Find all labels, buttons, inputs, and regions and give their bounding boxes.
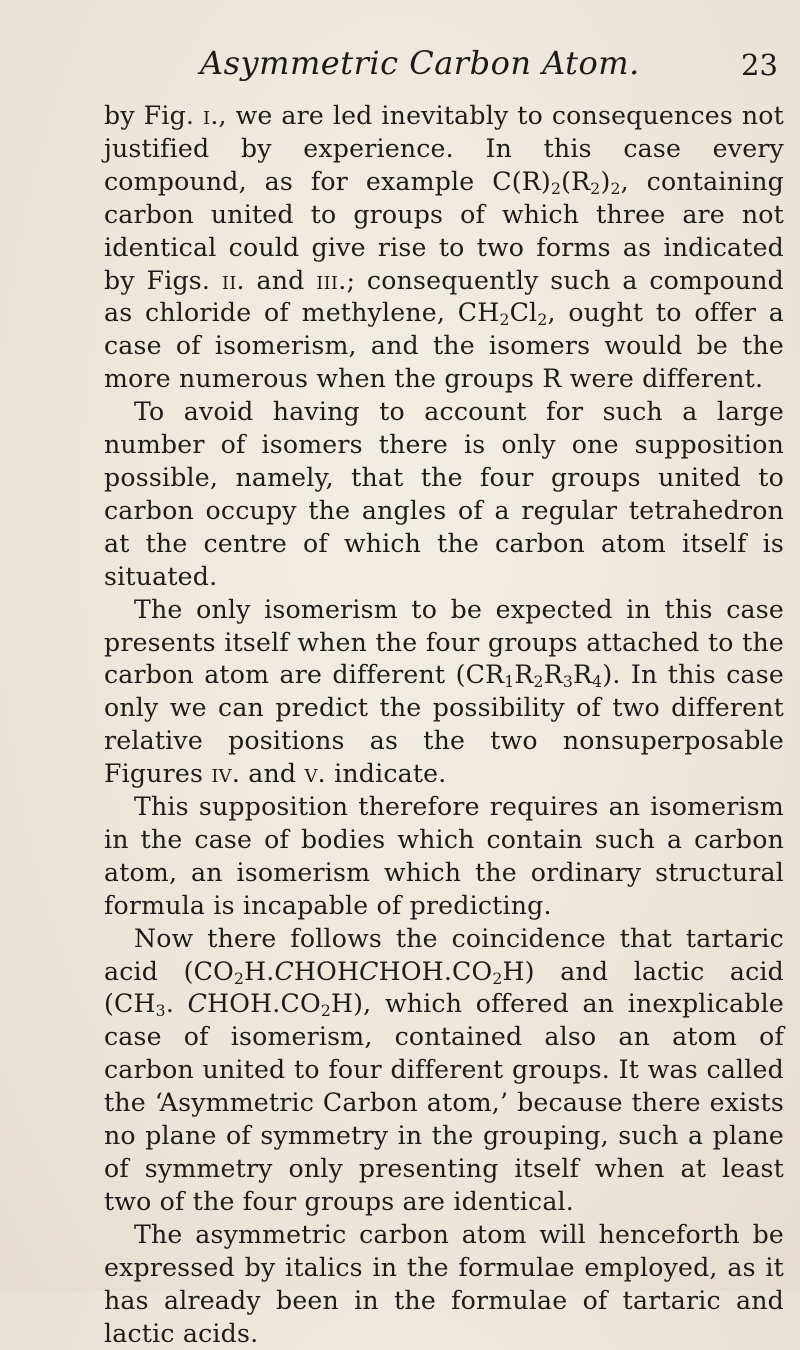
paragraph-3: The only isomerism to be expected in this case presents itself when the four groups attached to the carbon atom are different $(CR_1R_2R_3R_4)$. In this case only we can predict the possibility of two different relative positions as the two nonsuperposable Figures iv. and v. indicate. xyxy=(104,594,784,789)
running-head xyxy=(0,44,800,88)
paragraph-5: Now there follows the coincidence that tartaric acid $(CO_2H.CHOHCHOH.CO_2H)$ and lactic acid ($CH_3$. $CHOH.CO_2H$), which offered an inexplicable case of isomerism, contained also an atom of carbon united to four different groups. It was called the ‘Asymmetric Carbon atom,’ because there exists no plane of symmetry in the grouping, such a plane of symmetry only presenting itself when at least two of the four groups are identical. xyxy=(104,923,785,1216)
paragraph-1: by Fig. i., we are led inevitably to consequences not justified by experience. In this case every compound, as for example $C(R)_2(R_2)_2$, containing carbon united to groups of which three are not identical could give rise to two forms as indicated by Figs. ii. and iii.; consequently such a compound as chloride of methylene, $CH_2Cl_2$, ought to offer a case of isomerism, and the isomers would be the more numerous when the groups R were different. xyxy=(104,101,784,394)
body-text xyxy=(104,100,784,1350)
page-number: 23 xyxy=(741,48,778,82)
paragraph-4: This supposition therefore requires an isomerism in the case of bodies which contain such a carbon atom, an isomerism which the ordinary structural formula is incapable of predicting. xyxy=(104,792,784,920)
paragraph-6: The asymmetric carbon atom will henceforth be expressed by italics in the formulae employed, as it has already been in the formulae of tartaric and lactic acids. xyxy=(104,1219,784,1348)
paragraph-2: To avoid having to account for such a large number of isomers there is only one supposition possible, namely, that the four groups united to carbon occupy the angles of a regular tetrahedron at the centre of which the carbon atom itself is situated. xyxy=(104,397,784,591)
running-head-title: Asymmetric Carbon Atom. xyxy=(200,44,640,82)
